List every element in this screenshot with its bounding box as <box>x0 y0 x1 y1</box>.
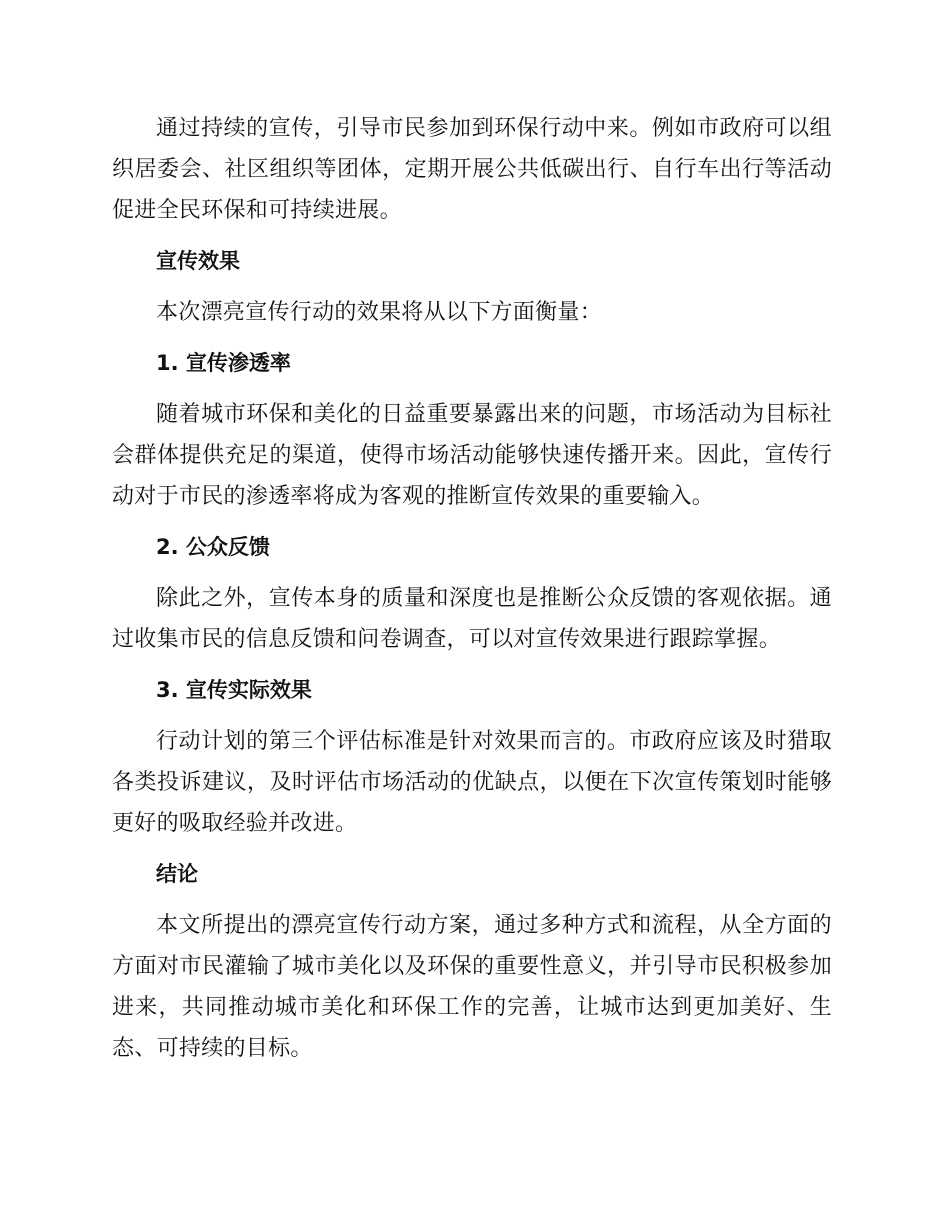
paragraph-effect-intro: 本次漂亮宣传行动的效果将从以下方面衡量： <box>156 300 603 325</box>
paragraph-intro: 通过持续的宣传，引导市民参加到环保行动中来。例如市政府可以组织居委会、社区组织等团体，定期开展公共低碳出行、自行车出行等活动促进全民环保和可持续进展。 <box>112 116 832 223</box>
paragraph-actual-effect: 行动计划的第三个评估标准是针对效果而言的。市政府应该及时猎取各类投诉建议，及时评估市场活动的优缺点，以便在下次宣传策划时能够更好的吸取经验并改进。 <box>112 729 832 836</box>
heading-actual-effect: 3. 宣传实际效果 <box>156 678 312 702</box>
document-body <box>112 108 832 1069</box>
heading-public-feedback: 2. 公众反馈 <box>156 535 270 559</box>
paragraph-penetration-rate: 随着城市环保和美化的日益重要暴露出来的问题，市场活动为目标社会群体提供充足的渠道，使得市场活动能够快速传播开来。因此，宣传行动对于市民的渗透率将成为客观的推断宣传效果的重要输入。 <box>112 402 832 509</box>
heading-conclusion: 结论 <box>156 862 198 886</box>
paragraph-conclusion: 本文所提出的漂亮宣传行动方案，通过多种方式和流程，从全方面的方面对市民灌输了城市美化以及环保的重要性意义，并引导市民积极参加进来，共同推动城市美化和环保工作的完善，让城市达到更加美好、生态、可持续的目标。 <box>112 913 832 1061</box>
paragraph-public-feedback: 除此之外，宣传本身的质量和深度也是推断公众反馈的客观依据。通过收集市民的信息反馈和问卷调查，可以对宣传效果进行跟踪掌握。 <box>112 586 832 652</box>
heading-penetration-rate: 1. 宣传渗透率 <box>156 351 291 375</box>
heading-effect: 宣传效果 <box>156 249 240 273</box>
